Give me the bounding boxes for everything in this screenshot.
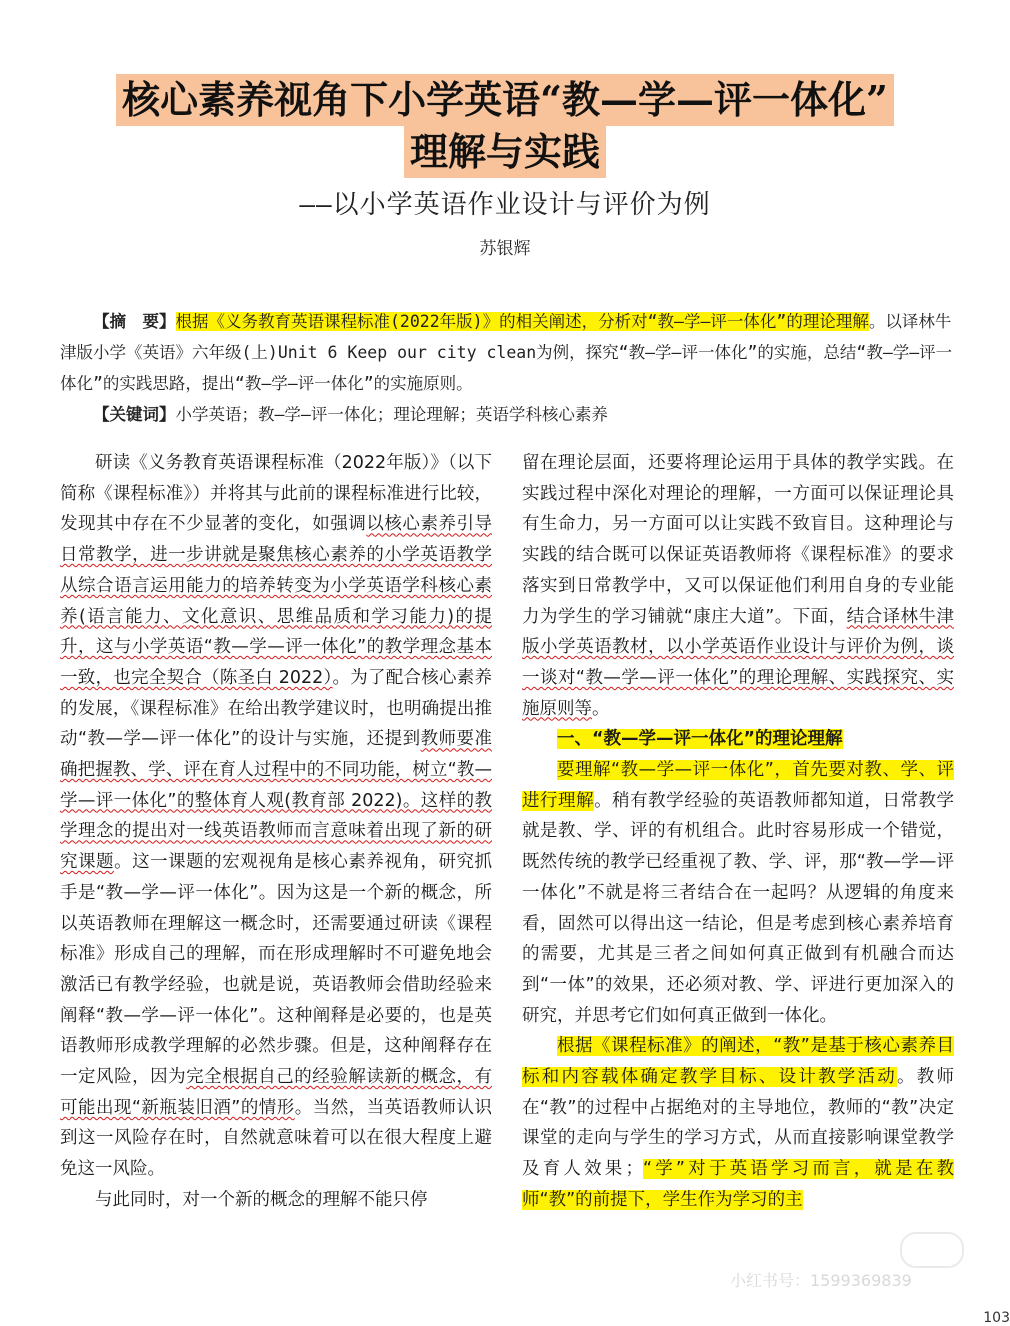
abstract-body: 。以译林牛津版小学《英语》六年级(上)Unit 6 Keep our city clean为例，探究“教—学—评一体化”的实施，总结“教—学—评一体化”的实践思路，提出“教—学—评一体化”的实施原则。 — [60, 312, 953, 393]
highlighted-text: 根据《课程标准》的阐述，“教”是基于核心素养目标和内容载体确定教学目标、设计教学活动 — [522, 1036, 954, 1088]
text-run: 。为了配合核心素养的发展，《课程标准》在给出教学建议时，也明确提出推动“教—学—评一体化”的设计与实施，还提到 — [60, 667, 492, 750]
keywords-text: 小学英语；教—学—评一体化；理论理解；英语学科核心素养 — [175, 405, 608, 424]
watermark-text: 小红书号：1599369839 — [730, 1271, 912, 1290]
right-paragraph-1 — [522, 448, 954, 724]
abstract-highlight: 根据《义务教育英语课程标准(2022年版)》的相关阐述，分析对“教—学—评一体化”的理论理解 — [175, 312, 869, 331]
left-paragraph-2: 与此同时，对一个新的概念的理解不能只停 — [95, 1189, 428, 1210]
title-block — [0, 74, 1010, 178]
abstract-text — [60, 306, 956, 399]
abstract-section — [60, 306, 956, 430]
left-column — [60, 448, 492, 1216]
abstract-label: 【摘 要】 — [93, 312, 176, 331]
text-run: 研读《义务教育英语课程标准（2022年版）》（以下简称《课程标准》）并将其与此前的课程标准进行比较，发现其中存在不少显著的变化，如强调 — [60, 453, 492, 535]
text-run: 。 — [592, 698, 610, 719]
text-run: 。教师在“教”的过程中占据绝对的主导地位，教师的“教”决定课堂的走向与学生的学习方式，从而直接影响课堂教学及育人效果； — [522, 1067, 955, 1180]
right-column — [522, 448, 954, 1216]
text-run: 。当然，当英语教师认识到这一风险存在时，自然就意味着可以在很大程度上避免这一风险。 — [60, 1097, 492, 1180]
keywords-line — [60, 399, 956, 430]
highlighted-text: “学”对于英语学习而言，就是在教师“教”的前提下，学生作为学习的主 — [522, 1159, 954, 1210]
watermark — [730, 1232, 980, 1292]
right-paragraph-2 — [522, 755, 954, 1031]
annotated-text: 结合译林牛津版小学英语教材，以小学英语作业设计与评价为例，谈一谈对“教—学—评一体化”的理论理解、实践探究、实施原则等 — [522, 606, 954, 719]
section-heading-text: 一、“教—学—评一体化”的理论理解 — [557, 729, 843, 750]
text-run: 。这一课题的宏观视角是核心素养视角，研究抓手是“教—学—评一体化”。因为这是一个新的概念，所以英语教师在理解这一概念时，还需要通过研读《课程标准》形成自己的理解，而在形成理解时不可避免地会激活已有教学经验，也就是说，英语教师会借助经验来阐释“教—学—评一体化”。这种阐释是必要的，也是英语教师形成教学理解的必然步骤。但是，这种阐释存在一定风险，因为 — [60, 852, 493, 1088]
annotated-text: 完全根据自己的经验解读新的概念，有可能出现“新瓶装旧酒”的情形 — [60, 1067, 493, 1118]
page-number: 103 — [983, 1310, 1010, 1326]
author-name: 苏银辉 — [479, 239, 531, 259]
section-heading-1 — [522, 724, 954, 755]
annotated-text: 教师要准确把握教、学、评在育人过程中的不同功能，树立“教—学—评一体化”的整体育人观(教育部 2022)。这样的教学理念的提出对一线英语教师而言意味着出现了新的研究课题 — [60, 729, 492, 873]
highlighted-text: 要理解“教—学—评一体化”，首先要对教、学、评进行理解 — [522, 760, 954, 811]
text-run: 。稍有教学经验的英语教师都知道，日常教学就是教、学、评的有机组合。此时容易形成一个错觉，既然传统的教学已经重视了教、学、评，那“教—学—评一体化”不就是将三者结合在一起吗？从逻辑的角度来看，固然可以得出这一结论，但是考虑到核心素养培育的需要，尤其是三者之间如何真正做到有机融合而达到“一体”的效果，还必须对教、学、评进行更加深入的研究，并思考它们如何真正做到一体化。 — [522, 790, 955, 1026]
watermark-logo-icon — [900, 1232, 964, 1268]
article-title-line2: 理解与实践 — [404, 126, 606, 178]
left-paragraph-1 — [60, 448, 492, 1185]
annotated-text: 以核心素养引导日常教学，进一步讲就是聚焦核心素养的小学英语教学从综合语言运用能力的培养转变为小学英语学科核心素养(语言能力、文化意识、思维品质和学习能力)的提升，这与小学英语“教—学—评一体化”的教学理念基本一致，也完全契合（陈圣白 2022） — [60, 514, 493, 688]
text-run: 留在理论层面，还要将理论运用于具体的教学实践。在实践过程中深化对理论的理解，一方面可以保证理论具有生命力，另一方面可以让实践不致盲目。这种理论与实践的结合既可以保证英语教师将《课程标准》的要求落实到日常教学中，又可以保证他们利用自身的专业能力为学生的学习铺就“康庄大道”。下面， — [522, 453, 954, 627]
article-subtitle: ——以小学英语作业设计与评价为例 — [299, 190, 711, 220]
article-title-line1: 核心素养视角下小学英语“教—学—评一体化” — [116, 74, 894, 126]
keywords-label: 【关键词】 — [93, 405, 176, 424]
right-paragraph-3 — [522, 1031, 954, 1215]
